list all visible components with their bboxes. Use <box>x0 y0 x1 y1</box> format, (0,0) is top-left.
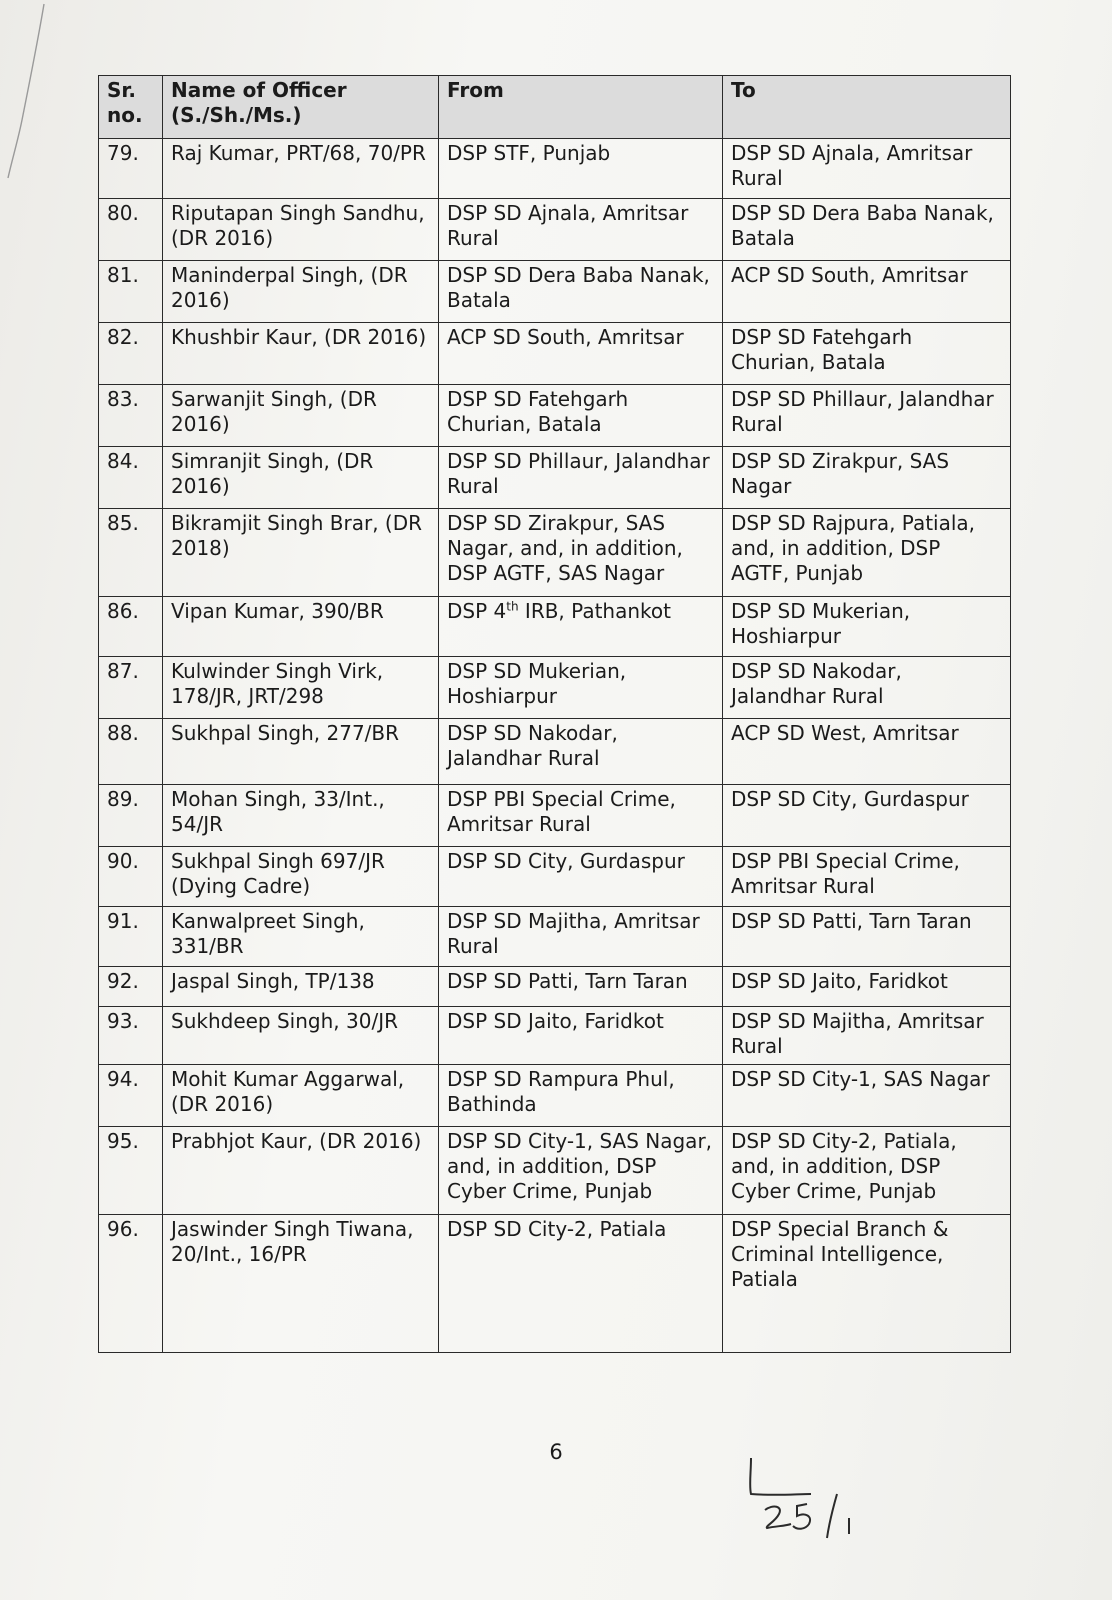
cell-sr-no: 96. <box>99 1215 163 1353</box>
cell-sr-no: 88. <box>99 719 163 785</box>
cell-sr-no: 82. <box>99 323 163 385</box>
cell-from: DSP SD Phillaur, Jalandhar Rural <box>439 447 723 509</box>
header-sr-no: Sr. no. <box>99 76 163 139</box>
cell-officer-name: Riputapan Singh Sandhu, (DR 2016) <box>163 199 439 261</box>
table-row <box>99 509 1011 597</box>
table-row <box>99 1007 1011 1065</box>
cell-from: DSP SD Nakodar, Jalandhar Rural <box>439 719 723 785</box>
cell-officer-name: Sukhdeep Singh, 30/JR <box>163 1007 439 1065</box>
cell-from: DSP SD City, Gurdaspur <box>439 847 723 907</box>
cell-officer-name: Jaswinder Singh Tiwana, 20/Int., 16/PR <box>163 1215 439 1353</box>
cell-to: DSP SD Zirakpur, SAS Nagar <box>723 447 1011 509</box>
cell-officer-name: Raj Kumar, PRT/68, 70/PR <box>163 139 439 199</box>
cell-to: DSP SD Nakodar, Jalandhar Rural <box>723 657 1011 719</box>
cell-sr-no: 87. <box>99 657 163 719</box>
handwritten-initials <box>745 1452 885 1542</box>
table-header-row <box>99 76 1011 139</box>
cell-to: ACP SD West, Amritsar <box>723 719 1011 785</box>
cell-officer-name: Mohan Singh, 33/Int., 54/JR <box>163 785 439 847</box>
table-row <box>99 447 1011 509</box>
cell-officer-name: Jaspal Singh, TP/138 <box>163 967 439 1007</box>
cell-sr-no: 95. <box>99 1127 163 1215</box>
cell-officer-name: Vipan Kumar, 390/BR <box>163 597 439 657</box>
cell-from: DSP SD Mukerian, Hoshiarpur <box>439 657 723 719</box>
cell-to: ACP SD South, Amritsar <box>723 261 1011 323</box>
cell-to: DSP SD City-2, Patiala, and, in addition, DSP Cyber Crime, Punjab <box>723 1127 1011 1215</box>
cell-sr-no: 91. <box>99 907 163 967</box>
table-row <box>99 597 1011 657</box>
table-row <box>99 261 1011 323</box>
cell-sr-no: 85. <box>99 509 163 597</box>
cell-sr-no: 89. <box>99 785 163 847</box>
cell-sr-no: 94. <box>99 1065 163 1127</box>
cell-from: DSP SD Ajnala, Amritsar Rural <box>439 199 723 261</box>
cell-to: DSP SD Dera Baba Nanak, Batala <box>723 199 1011 261</box>
cell-sr-no: 83. <box>99 385 163 447</box>
cell-from: DSP SD Zirakpur, SAS Nagar, and, in addition, DSP AGTF, SAS Nagar <box>439 509 723 597</box>
ordinal-superscript: th <box>506 599 519 614</box>
header-from: From <box>439 76 723 139</box>
cell-to: DSP SD City, Gurdaspur <box>723 785 1011 847</box>
cell-sr-no: 86. <box>99 597 163 657</box>
cell-officer-name: Kanwalpreet Singh, 331/BR <box>163 907 439 967</box>
cell-from: DSP STF, Punjab <box>439 139 723 199</box>
cell-from <box>439 597 723 657</box>
cell-officer-name: Bikramjit Singh Brar, (DR 2018) <box>163 509 439 597</box>
cell-from: ACP SD South, Amritsar <box>439 323 723 385</box>
cell-sr-no: 79. <box>99 139 163 199</box>
margin-pen-mark <box>0 0 60 180</box>
cell-officer-name: Maninderpal Singh, (DR 2016) <box>163 261 439 323</box>
cell-to: DSP SD Majitha, Amritsar Rural <box>723 1007 1011 1065</box>
cell-from: DSP SD Dera Baba Nanak, Batala <box>439 261 723 323</box>
header-officer-name: Name of Officer (S./Sh./Ms.) <box>163 76 439 139</box>
table-row <box>99 719 1011 785</box>
cell-from: DSP SD Fatehgarh Churian, Batala <box>439 385 723 447</box>
cell-to: DSP SD Patti, Tarn Taran <box>723 907 1011 967</box>
cell-officer-name: Sukhpal Singh 697/JR (Dying Cadre) <box>163 847 439 907</box>
cell-to: DSP SD Mukerian, Hoshiarpur <box>723 597 1011 657</box>
table-body <box>99 139 1011 1353</box>
cell-from: DSP SD Majitha, Amritsar Rural <box>439 907 723 967</box>
table-row <box>99 657 1011 719</box>
cell-sr-no: 81. <box>99 261 163 323</box>
table-row <box>99 967 1011 1007</box>
header-to: To <box>723 76 1011 139</box>
table-row <box>99 907 1011 967</box>
table-row <box>99 139 1011 199</box>
cell-officer-name: Sukhpal Singh, 277/BR <box>163 719 439 785</box>
cell-to: DSP SD Ajnala, Amritsar Rural <box>723 139 1011 199</box>
cell-officer-name: Kulwinder Singh Virk, 178/JR, JRT/298 <box>163 657 439 719</box>
cell-to: DSP SD Rajpura, Patiala, and, in addition, DSP AGTF, Punjab <box>723 509 1011 597</box>
cell-to: DSP SD Fatehgarh Churian, Batala <box>723 323 1011 385</box>
cell-to: DSP SD City-1, SAS Nagar <box>723 1065 1011 1127</box>
transfer-table <box>98 75 1011 1353</box>
cell-from: DSP SD City-1, SAS Nagar, and, in addition, DSP Cyber Crime, Punjab <box>439 1127 723 1215</box>
cell-officer-name: Sarwanjit Singh, (DR 2016) <box>163 385 439 447</box>
cell-to: DSP SD Phillaur, Jalandhar Rural <box>723 385 1011 447</box>
cell-to: DSP Special Branch & Criminal Intelligence, Patiala <box>723 1215 1011 1353</box>
cell-from: DSP SD City-2, Patiala <box>439 1215 723 1353</box>
cell-from: DSP SD Jaito, Faridkot <box>439 1007 723 1065</box>
cell-officer-name: Mohit Kumar Aggarwal, (DR 2016) <box>163 1065 439 1127</box>
cell-officer-name: Khushbir Kaur, (DR 2016) <box>163 323 439 385</box>
cell-from: DSP SD Patti, Tarn Taran <box>439 967 723 1007</box>
cell-from: DSP PBI Special Crime, Amritsar Rural <box>439 785 723 847</box>
cell-to: DSP SD Jaito, Faridkot <box>723 967 1011 1007</box>
table-row <box>99 323 1011 385</box>
table-row <box>99 1215 1011 1353</box>
table-row <box>99 1065 1011 1127</box>
table-row <box>99 785 1011 847</box>
cell-sr-no: 84. <box>99 447 163 509</box>
cell-sr-no: 93. <box>99 1007 163 1065</box>
table-row <box>99 199 1011 261</box>
cell-officer-name: Simranjit Singh, (DR 2016) <box>163 447 439 509</box>
cell-sr-no: 80. <box>99 199 163 261</box>
cell-sr-no: 90. <box>99 847 163 907</box>
cell-from-part: DSP 4 <box>447 599 507 623</box>
cell-officer-name: Prabhjot Kaur, (DR 2016) <box>163 1127 439 1215</box>
cell-sr-no: 92. <box>99 967 163 1007</box>
table-row <box>99 847 1011 907</box>
cell-to: DSP PBI Special Crime, Amritsar Rural <box>723 847 1011 907</box>
cell-from: DSP SD Rampura Phul, Bathinda <box>439 1065 723 1127</box>
cell-from-part: IRB, Pathankot <box>518 599 671 623</box>
table-row <box>99 1127 1011 1215</box>
page-number: 6 <box>549 1440 563 1464</box>
table-row <box>99 385 1011 447</box>
